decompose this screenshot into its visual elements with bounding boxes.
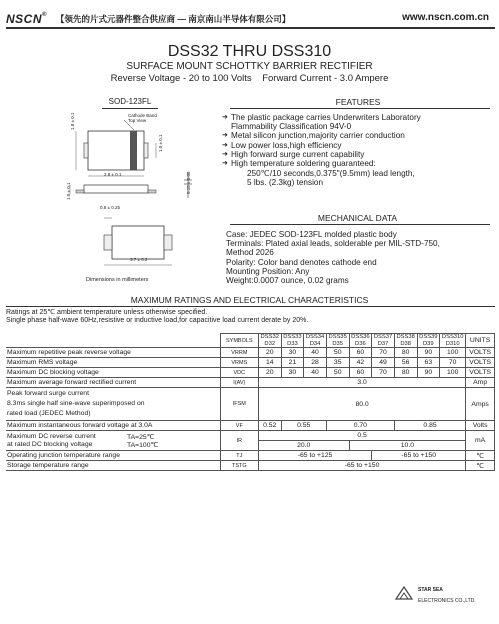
part-header: DSS34 D34 bbox=[304, 334, 327, 348]
footer-brand: STAR SEA bbox=[418, 587, 443, 593]
part-header: DSS32 D32 bbox=[258, 334, 281, 348]
table-row: Maximum DC blocking voltage VDC 20 30 40 50 60 70 80 90 100 VOLTS bbox=[6, 368, 495, 378]
header-url[interactable]: www.nscn.com.cn bbox=[402, 12, 489, 23]
table-row: Maximum RMS voltage VRMS 14 21 28 35 42 49 56 63 70 VOLTS bbox=[6, 358, 495, 368]
header-rule bbox=[6, 27, 495, 29]
ratings-heading: MAXIMUM RATINGS AND ELECTRICAL CHARACTERISTICS bbox=[130, 295, 369, 305]
mech-line: Weight:0.0007 ounce, 0.02 grams bbox=[226, 276, 349, 286]
part-header: DSS310 D310 bbox=[440, 334, 466, 348]
page-title: DSS32 THRU DSS310 bbox=[167, 43, 332, 60]
feature-item: ➜ High temperature soldering guaranteed: bbox=[222, 159, 376, 169]
dims-footnote: Dimensions in millimeters bbox=[86, 277, 149, 283]
dim-lead: 0.8 ± 0.25 bbox=[100, 205, 120, 210]
package-label-rule bbox=[102, 108, 158, 109]
mech-line: Case: JEDEC SOD-123FL molded plastic body bbox=[226, 230, 397, 239]
mech-line: Terminals: Plated axial leads, solderable per MIL-STD-750, bbox=[226, 239, 440, 249]
dim-lead-thickness: 0.15 ± 0.05 bbox=[186, 171, 191, 194]
dim-body-width: 2.8 ± 0.1 bbox=[104, 172, 122, 177]
mech-line: Method 2026 bbox=[226, 248, 274, 258]
feature-item: ➜ High forward surge current capability bbox=[222, 149, 365, 159]
features-rule bbox=[230, 108, 490, 109]
feature-item: ➜ Metal silicon junction,majority carrier conduction bbox=[222, 131, 405, 141]
cathode-band-note: Cathode Band Top View bbox=[128, 113, 157, 123]
feature-item: ➜ The plastic package carries Underwriters Laboratory bbox=[222, 113, 421, 122]
dim-thickness: 1.0 ± 0.1 bbox=[66, 182, 71, 200]
table-row: Maximum DC reverse current TA=25℃ at rated DC blocking voltage TA=100℃ IR 0.5 mA bbox=[6, 431, 495, 441]
ratings-notes: Ratings at 25℃ ambient temperature unless otherwise specified. Single phase half-wave 60Hz,resistive or inductive load,for capacitive load current derate by 20%. bbox=[6, 309, 309, 324]
features-heading: FEATURES bbox=[335, 97, 381, 107]
mechanical-list bbox=[226, 230, 494, 285]
part-header: DSS36 D36 bbox=[349, 334, 372, 348]
footer-company: ELECTRONICS CO.,LTD. bbox=[418, 598, 476, 604]
ratings-rule bbox=[6, 306, 495, 307]
part-header: DSS39 D39 bbox=[417, 334, 440, 348]
part-header: DSS37 D37 bbox=[372, 334, 395, 348]
company-logo: NSCN® bbox=[6, 12, 47, 26]
page-subtitle: SURFACE MOUNT SCHOTTKY BARRIER RECTIFIER bbox=[126, 61, 373, 72]
solder-spec-2: 5 lbs. (2.3kg) tension bbox=[247, 178, 324, 188]
table-row: 20.0 10.0 bbox=[6, 441, 495, 451]
table-row: Maximum average forward rectified current I(AV) 3.0 Amp bbox=[6, 378, 495, 388]
star-sea-logo-icon bbox=[394, 585, 414, 601]
solder-spec-1: 250℃/10 seconds,0.375"(9.5mm) lead length, bbox=[247, 169, 415, 179]
mech-line: Mounting Position: Any bbox=[226, 266, 310, 276]
mechanical-heading: MECHANICAL DATA bbox=[317, 213, 398, 223]
mech-line: Polarity: Color band denotes cathode end bbox=[226, 257, 377, 267]
table-row: Maximum repetitive peak reverse voltage VRRM 20 30 40 50 60 70 80 90 100 VOLTS bbox=[6, 348, 495, 358]
header-company-text: 【领先的片式元器件整合供应商 — 南京南山半导体有限公司】 bbox=[56, 14, 291, 24]
dim-overall: 3.7 ± 0.2 bbox=[130, 257, 148, 262]
symbols-header: SYMBOLS bbox=[220, 334, 258, 348]
package-drawing bbox=[64, 110, 224, 290]
package-label: SOD-123FL bbox=[108, 97, 152, 106]
part-header: DSS35 D35 bbox=[326, 334, 349, 348]
feature-item-cont: Flammability Classification 94V-0 bbox=[231, 122, 352, 132]
part-header: DSS38 D38 bbox=[394, 334, 417, 348]
feature-item: ➜ Low power loss,high efficiency bbox=[222, 140, 342, 150]
ratings-summary: Reverse Voltage - 20 to 100 Volts Forward Current - 3.0 Ampere bbox=[110, 73, 389, 84]
mechanical-rule bbox=[230, 224, 490, 225]
dim-height-1: 1.8 ± 0.1 bbox=[70, 112, 75, 130]
dim-height-2: 1.0 ± 0.1 bbox=[158, 134, 163, 152]
units-header: UNITS bbox=[466, 334, 495, 348]
table-row: Maximum instantaneous forward voltage at 3.0A VF 0.52 0.55 0.70 0.85 Volts bbox=[6, 421, 495, 431]
table-row: Storage temperature range TSTG -65 to +150 ℃ bbox=[6, 461, 495, 471]
table-row: Operating junction temperature range TJ -65 to +125 -65 to +150 ℃ bbox=[6, 451, 495, 461]
table-row: Peak forward surge current 8.3ms single half sine-wave superimposed on rated load (JEDEC Method) IFSM 80.0 Amps bbox=[6, 388, 495, 421]
features-list bbox=[222, 113, 492, 188]
ratings-table bbox=[6, 333, 495, 471]
part-header: DSS33 D33 bbox=[281, 334, 304, 348]
